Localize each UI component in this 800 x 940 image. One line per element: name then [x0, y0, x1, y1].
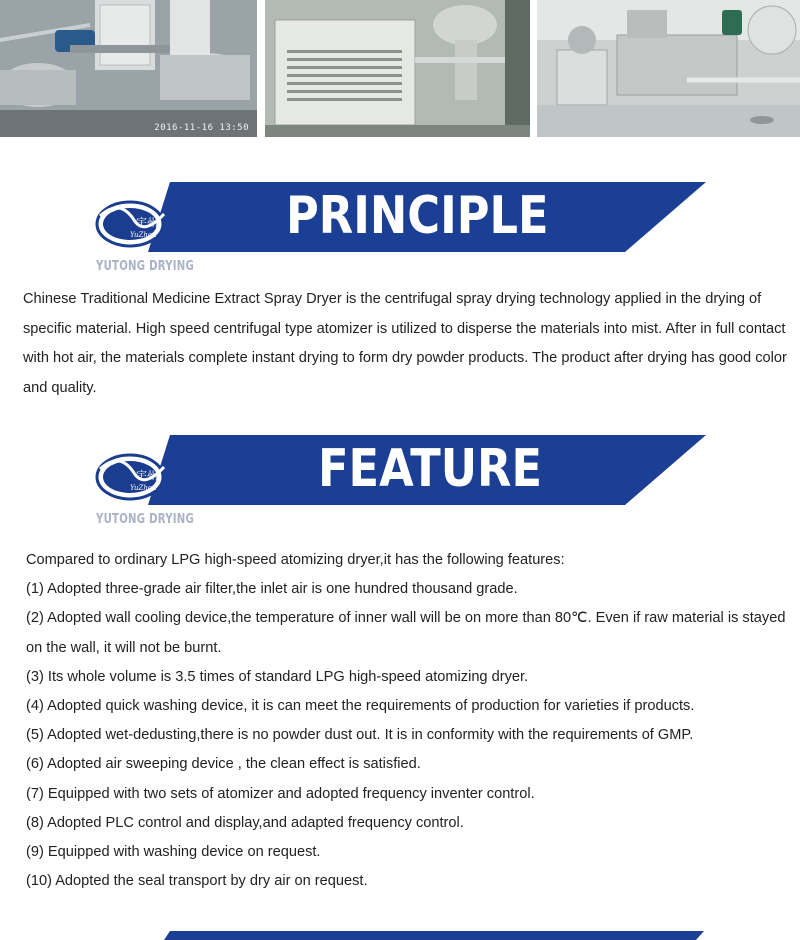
feature-item: (3) Its whole volume is 3.5 times of standard LPG high-speed atomizing dryer.: [26, 668, 529, 685]
photo-strip: [0, 0, 800, 137]
feature-list: [26, 546, 796, 896]
company-logo: [94, 186, 195, 274]
section-title-feature: FEATURE: [318, 439, 543, 499]
feature-item: (1) Adopted three-grade air filter,the inlet air is one hundred thousand grade.: [26, 581, 518, 598]
feature-item: (2) Adopted wall cooling device,the temperature of inner wall will be on more than 80℃. Even if raw material is stayed on the wall, it will not be burnt.: [26, 610, 786, 656]
principle-text: Chinese Traditional Medicine Extract Spray Dryer is the centrifugal spray drying technology applied in the drying of specific material. High speed centrifugal type atomizer is utilized to disperse the materials into mist. After in full contact with hot air, the materials complete instant drying to form dry powder products. The product after drying has good color and quality.: [23, 291, 787, 396]
logo-cn-text: 宇州: [136, 469, 158, 482]
company-logo: [94, 439, 195, 527]
feature-intro: Compared to ordinary LPG high-speed atomizing dryer,it has the following features:: [26, 552, 565, 568]
feature-item: (5) Adopted wet-dedusting,there is no powder dust out. It is in conformity with the requirements of GMP.: [26, 727, 694, 744]
next-banner-edge: [148, 931, 708, 940]
yutong-logo-icon: [94, 186, 168, 256]
brand-name: YUTONG DRYING: [96, 259, 195, 274]
registered-mark: ®: [168, 444, 177, 454]
yutong-logo-icon: [94, 439, 168, 509]
feature-item: (9) Equipped with washing device on request.: [26, 844, 321, 861]
spray-dryer-photo-3: [537, 0, 800, 137]
spray-dryer-photo-2: [265, 0, 530, 137]
logo-en-text: YuZhou: [130, 484, 157, 492]
registered-mark: ®: [168, 191, 177, 201]
logo-en-text: YuZhou: [130, 231, 157, 239]
feature-item: (4) Adopted quick washing device, it is can meet the requirements of production for varieties if products.: [26, 698, 695, 715]
section-title-principle: PRINCIPLE: [286, 186, 549, 246]
logo-cn-text: 宇州: [136, 216, 158, 229]
brand-name: YUTONG DRYING: [96, 512, 195, 527]
feature-item: (8) Adopted PLC control and display,and adapted frequency control.: [26, 814, 464, 831]
feature-banner: [90, 431, 710, 526]
principle-banner: [90, 178, 710, 273]
feature-item: (6) Adopted air sweeping device , the clean effect is satisfied.: [26, 756, 421, 773]
feature-item: (10) Adopted the seal transport by dry air on request.: [26, 873, 368, 890]
photo-timestamp: 2016-11-16 13:50: [154, 123, 249, 133]
feature-item: (7) Equipped with two sets of atomizer and adopted frequency inventer control.: [26, 785, 535, 802]
spray-dryer-photo-1: [0, 0, 257, 137]
